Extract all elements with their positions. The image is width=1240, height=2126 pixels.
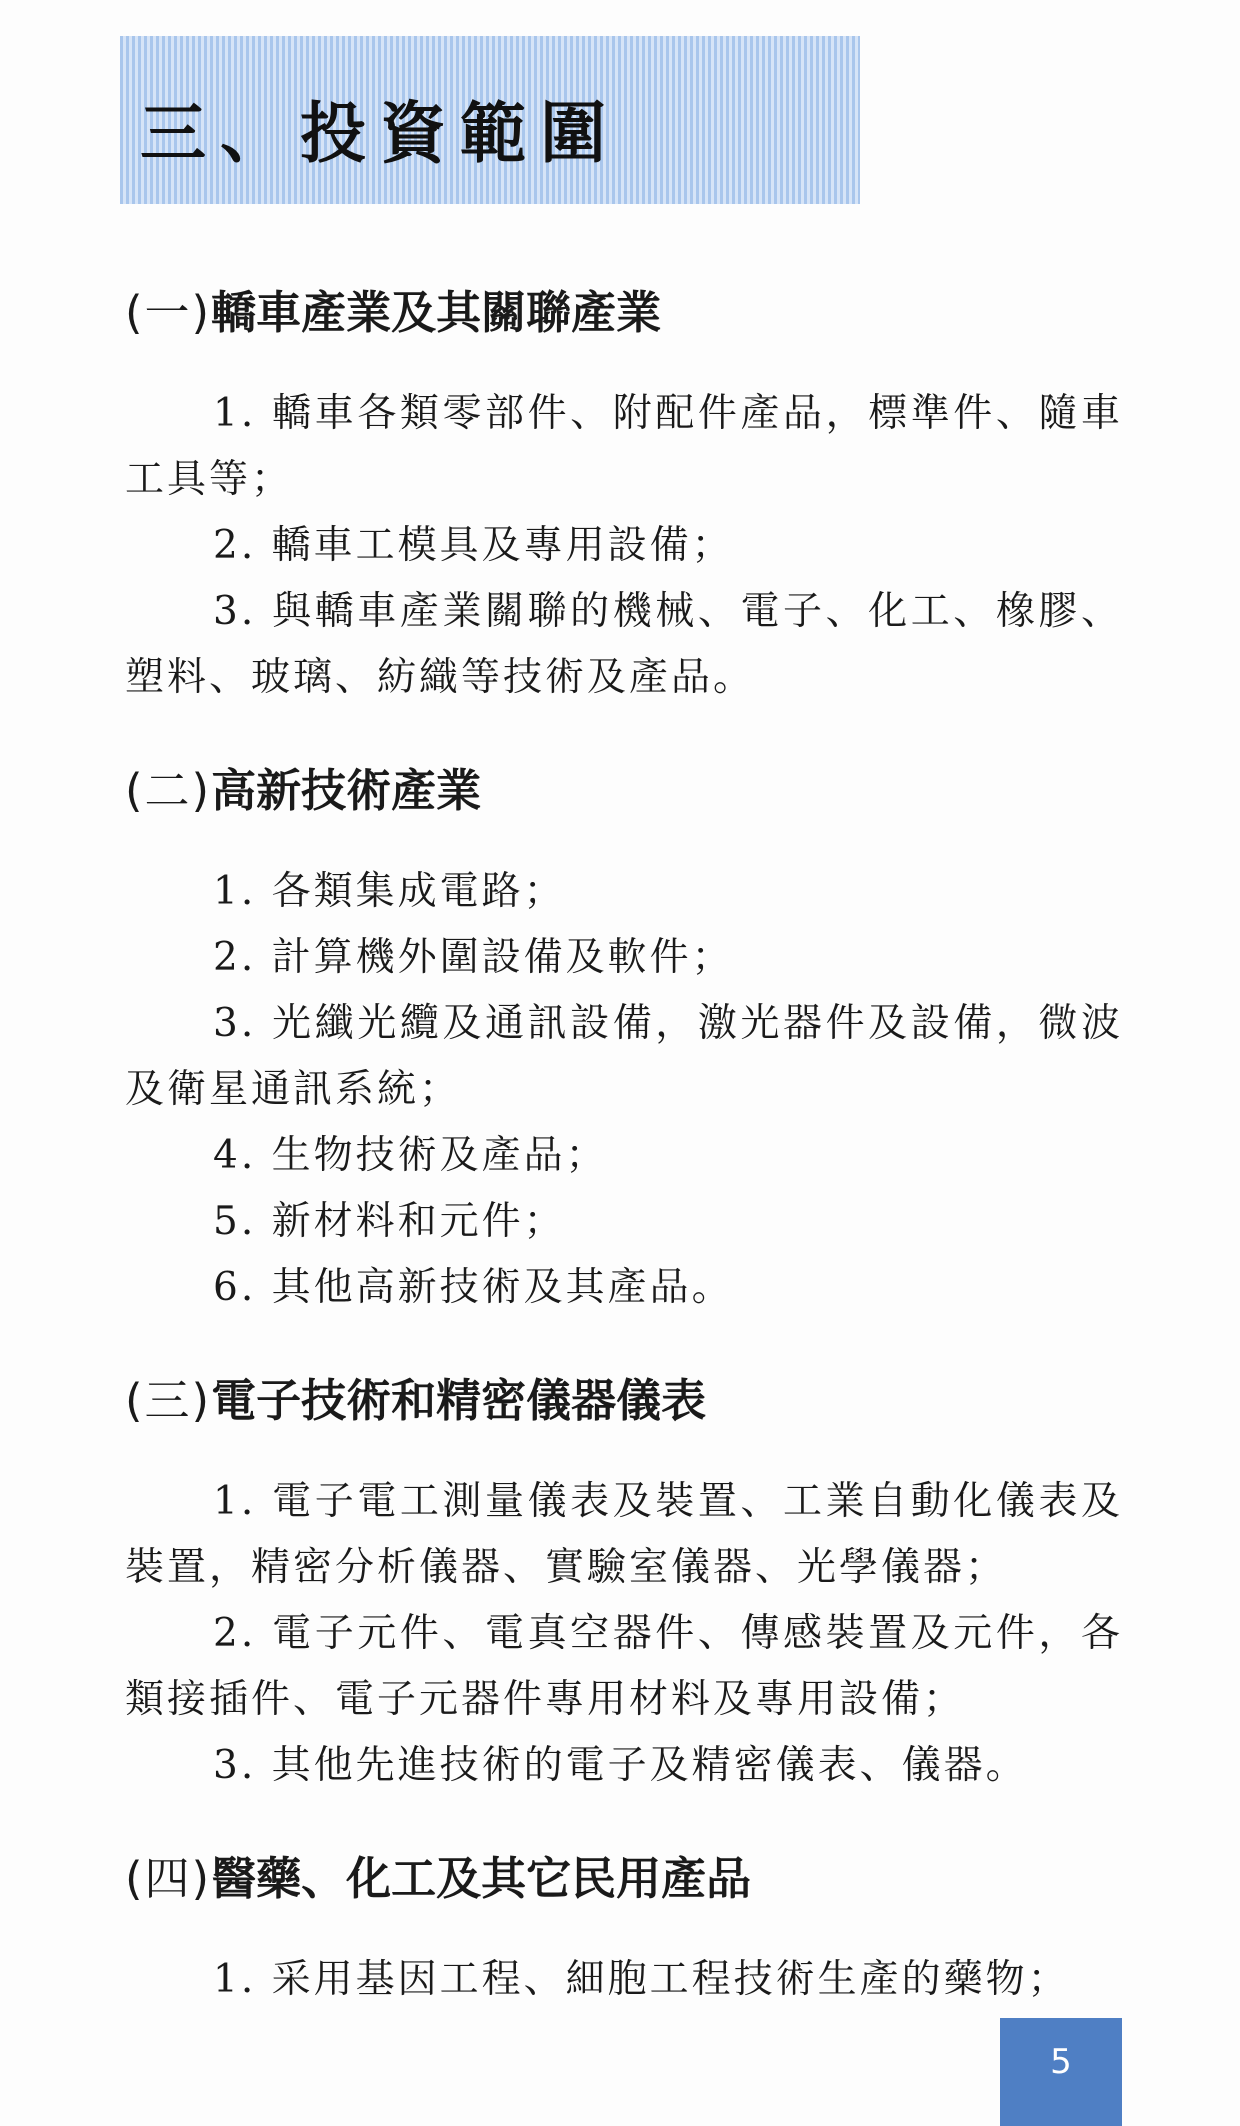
- list-item: 1. 各類集成電路；: [213, 869, 566, 914]
- section-heading: [125, 1849, 1123, 1909]
- section-1: [125, 283, 1123, 711]
- list-item: 1. 電子電工測量儀表及裝置、工業自動化儀表及裝置，精密分析儀器、實驗室儀器、光學儀器；: [125, 1479, 1123, 1590]
- section-title: 轎車產業及其關聯產業: [211, 286, 662, 339]
- section-heading: [125, 761, 1123, 821]
- list-item: 3. 光纖光纜及通訊設備，激光器件及設備，微波及衛星通訊系統；: [125, 1001, 1123, 1112]
- page-title: 三、投資範圍: [140, 95, 620, 172]
- section-title: 醫藥、化工及其它民用產品: [211, 1852, 752, 1905]
- section-heading: [125, 283, 1123, 343]
- section-item-list: [125, 1947, 1123, 2013]
- page-number: 5: [1050, 2042, 1072, 2082]
- document-body: [125, 283, 1123, 2063]
- list-item: 3. 與轎車產業關聯的機械、電子、化工、橡膠、塑料、玻璃、紡織等技術及產品。: [125, 589, 1123, 700]
- title-banner: [120, 36, 860, 204]
- page-number-box: [1000, 2018, 1122, 2126]
- section-number: (三): [125, 1374, 212, 1427]
- section-item-list: [125, 859, 1123, 1321]
- list-item: 5. 新材料和元件；: [213, 1199, 566, 1244]
- section-3: [125, 1371, 1123, 1799]
- section-2: [125, 761, 1123, 1321]
- list-item: 3. 其他先進技術的電子及精密儀表、儀器。: [213, 1743, 1028, 1788]
- section-4: [125, 1849, 1123, 2013]
- list-item: 1. 采用基因工程、細胞工程技術生產的藥物；: [213, 1957, 1070, 2002]
- list-item: 1. 轎車各類零部件、附配件產品，標準件、隨車工具等；: [125, 391, 1123, 502]
- section-item-list: [125, 1469, 1123, 1799]
- list-item: 2. 電子元件、電真空器件、傳感裝置及元件，各類接插件、電子元器件專用材料及專用設備；: [125, 1611, 1123, 1722]
- section-item-list: [125, 381, 1123, 711]
- section-title: 高新技術產業: [211, 764, 482, 817]
- section-title: 電子技術和精密儀器儀表: [211, 1374, 707, 1427]
- section-number: (二): [125, 764, 212, 817]
- section-number: (一): [125, 286, 212, 339]
- list-item: 2. 計算機外圍設備及軟件；: [213, 935, 734, 980]
- list-item: 4. 生物技術及產品；: [213, 1133, 608, 1178]
- list-item: 2. 轎車工模具及專用設備；: [213, 523, 734, 568]
- list-item: 6. 其他高新技術及其產品。: [213, 1265, 734, 1310]
- section-heading: [125, 1371, 1123, 1431]
- section-number: (四): [125, 1852, 212, 1905]
